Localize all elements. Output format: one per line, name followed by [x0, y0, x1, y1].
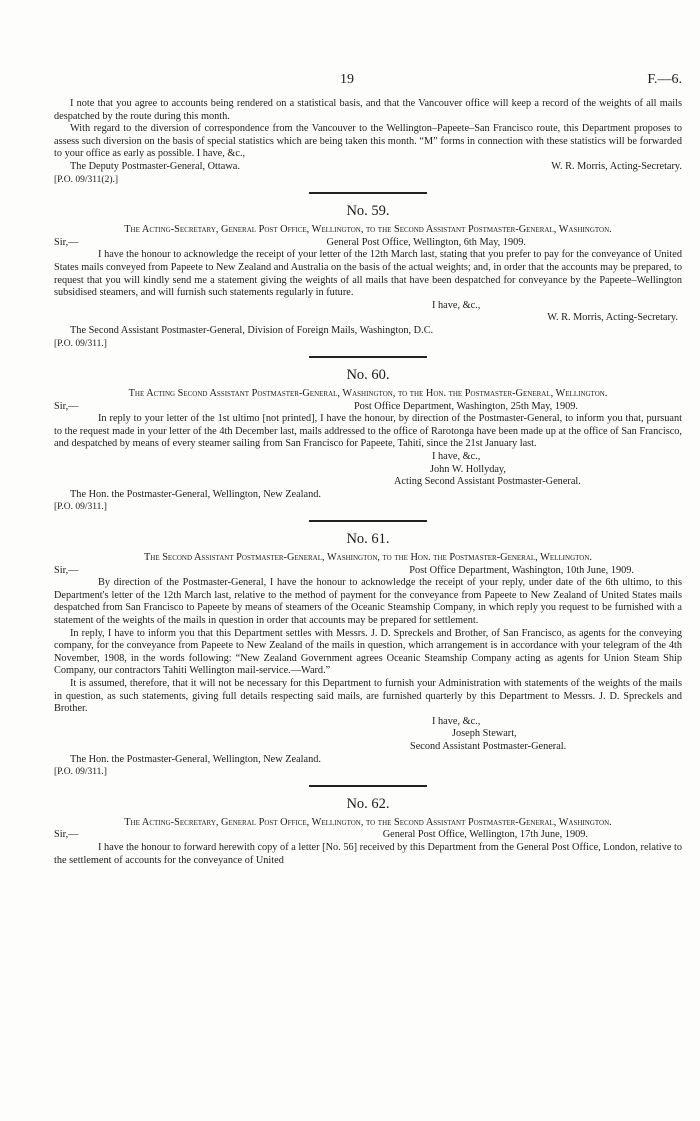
place-date: Post Office Department, Washington, 10th June, 1909. — [409, 564, 634, 576]
signature: W. R. Morris, Acting-Secretary. — [547, 312, 678, 324]
closing-line — [54, 161, 682, 174]
letter-heading: The Acting-Secretary, General Post Office, Wellington, to the Second Assistant Postmaster-General, Washington. — [124, 224, 612, 236]
letter-number: No. 60. — [346, 367, 390, 384]
section-divider — [309, 192, 427, 194]
salutation-line — [54, 237, 682, 250]
salutation-line — [54, 565, 682, 578]
letter-heading: The Acting Second Assistant Postmaster-General, Washington, to the Hon. the Postmaster-General, Wellington. — [128, 388, 608, 400]
paragraph: It is assumed, therefore, that it will not be necessary for this Department to furnish your Administration with statements of the weights of the mails in question, as such statements, giving full details respecting said mails, are furnished quarterly by this Department to Messrs. J. D. Spreckels and Brother. — [54, 677, 682, 715]
paragraph: In reply, I have to inform you that this Department settles with Messrs. J. D. Spreckels and Brother, of San Francisco, as agents for the conveying company, for the conveyance from Papeete to New Zealand of the mails in question, which arrangement is in accordance with your telegram of the 4th November, 1908, in the words following: “New Zealand Government agrees Oceanic Steamship Company acting as agents for Union Steam Ship Company, our contractors Tahiti Wellington mail-service.—Ward.” — [54, 627, 682, 677]
file-reference: [P.O. 09/311.] — [54, 502, 107, 513]
file-reference: [P.O. 09/311.] — [54, 338, 107, 349]
closing: I have, &c., — [432, 451, 481, 463]
section-divider — [309, 520, 427, 522]
closing: I have, &c., — [432, 715, 481, 727]
paragraph: I have the honour to acknowledge the receipt of your letter of the 12th March last, stating that you prefer to pay for the conveyance of United States mails conveyed from Papeete to New Zealand and Australia on the basis of the actual weights; and, in order that the accounts may be prepared, to request that you will kindly send me a statement giving the weights of all mails that have been despatched for conveyance by the Papeete–Wellington subsidised steamers, and will furnish such statements regularly in future. — [54, 249, 682, 299]
letters-body — [54, 98, 682, 867]
paper-reference: F.—6. — [647, 72, 682, 87]
salutation: Sir,— — [54, 400, 79, 412]
salutation-line — [54, 401, 682, 414]
letter-number: No. 59. — [346, 203, 390, 220]
letter-heading: The Second Assistant Postmaster-General, Washington, to the Hon. the Postmaster-General, Wellington. — [144, 552, 592, 564]
page-number: 19 — [340, 72, 354, 87]
place-date: General Post Office, Wellington, 6th May, 1909. — [326, 236, 526, 248]
salutation: Sir,— — [54, 236, 79, 248]
letter-number: No. 61. — [346, 531, 390, 548]
letter-62 — [54, 795, 682, 867]
letter-heading: The Acting-Secretary, General Post Office, Wellington, to the Second Assistant Postmaster-General, Washington. — [124, 816, 612, 828]
signature: John W. Hollyday, — [430, 463, 506, 475]
addressee: The Hon. the Postmaster-General, Wellington, New Zealand. — [70, 753, 321, 765]
signer-title: Acting Second Assistant Postmaster-General. — [394, 476, 581, 488]
salutation-line — [54, 829, 682, 842]
place-date: General Post Office, Wellington, 17th June, 1909. — [382, 829, 588, 841]
salutation: Sir,— — [54, 564, 79, 576]
paragraph: I note that you agree to accounts being rendered on a statistical basis, and that the Vancouver office will keep a record of the weights of all mails despatched by the route during this month. — [54, 98, 682, 122]
signature: W. R. Morris, Acting-Secretary. — [551, 160, 682, 172]
section-divider — [309, 356, 427, 358]
letter-59 — [54, 202, 682, 350]
letter-61 — [54, 530, 682, 779]
closing: I have, &c., — [432, 299, 481, 311]
letter-continuation — [54, 98, 682, 186]
section-divider — [309, 785, 427, 787]
signature: Joseph Stewart, — [452, 728, 517, 740]
paragraph: I have the honour to forward herewith copy of a letter [No. 56] received by this Department from the General Post Office, London, relative to the settlement of accounts for the conveyance of United — [54, 841, 682, 866]
addressee: The Deputy Postmaster-General, Ottawa. — [70, 160, 240, 172]
place-date: Post Office Department, Washington, 25th May, 1909. — [353, 400, 578, 412]
signer-title: Second Assistant Postmaster-General. — [410, 740, 567, 752]
addressee: The Second Assistant Postmaster-General, Division of Foreign Mails, Washington, D.C. — [70, 324, 434, 336]
file-reference: [P.O. 09/311.] — [54, 767, 107, 778]
file-reference: [P.O. 09/311(2).] — [54, 174, 119, 185]
paragraph: By direction of the Postmaster-General, I have the honour to acknowledge the receipt of your reply, under date of the 6th ultimo, to this Department's letter of the 12th March last, relative to the method of payment for the conveyance from Papeete to New Zealand of United States mails despatched from San Francisco to Papeete by means of steamers of the Oceanic Steamship Company, in which reply you request to be furnished with a statement of the weights of the mails in question in order that accounts may be prepared for settlement. — [54, 577, 682, 626]
paragraph: In reply to your letter of the 1st ultimo [not printed], I have the honour, by direction of the Postmaster-General, to inform you that, pursuant to the request made in your letter of the 4th December last, mails addressed to the office of Rarotonga have been made up at the office of San Francisco, and despatched by means of every steamer sailing from San Francisco for Papeete, Tahiti, since the 21st January last. — [54, 413, 682, 450]
letter-60 — [54, 366, 682, 514]
letter-number: No. 62. — [346, 795, 390, 812]
salutation: Sir,— — [54, 829, 79, 841]
addressee: The Hon. the Postmaster-General, Wellington, New Zealand. — [70, 488, 321, 500]
paragraph: With regard to the diversion of correspondence from the Vancouver to the Wellington–Papeete–San Francisco route, this Department proposes to assess such diversion on the basis of special statistics which are being taken this month. “M” forms in connection with these statistics will be forwarded to your office as early as possible. I have, &c., — [54, 123, 682, 160]
